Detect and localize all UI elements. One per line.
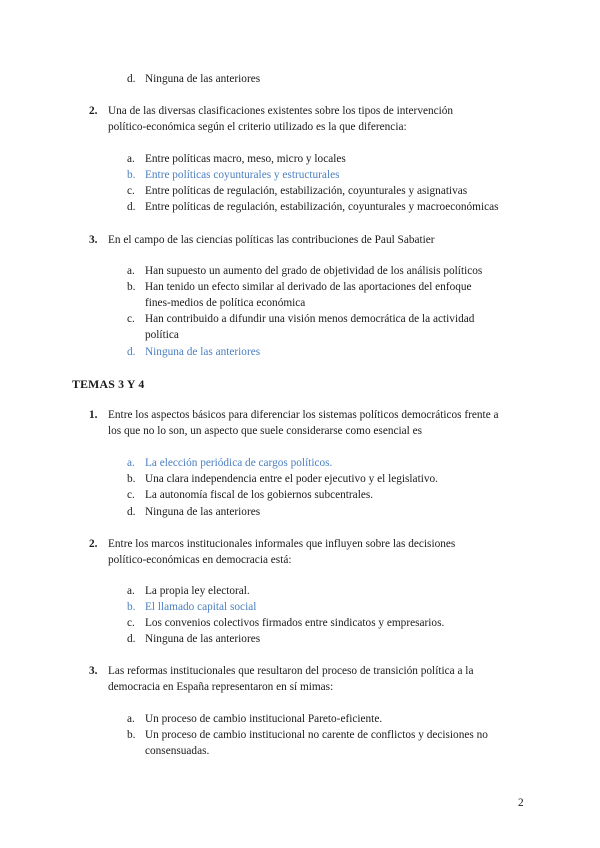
option-letter: b. [127,281,136,293]
question-number: 3. [89,234,98,246]
option-letter: b. [127,473,136,485]
option-text: Entre políticas de regulación, estabilización, coyunturales y macroeconómicas [145,201,499,213]
option-text: Han supuesto un aumento del grado de objetividad de los análisis políticos [145,265,483,277]
option-text-correct: La elección periódica de cargos políticos. [145,457,333,469]
question-number: 3. [89,665,98,677]
option-text: Han contribuido a difundir una visión menos democrática de la actividad [145,313,475,325]
option-letter: a. [127,585,135,597]
option-letter: c. [127,489,135,501]
option-text-correct: Ninguna de las anteriores [145,346,261,358]
option-text: consensuadas. [145,745,210,757]
question-stem-line: Las reformas institucionales que resultaron del proceso de transición política a la [108,665,474,677]
question-stem-line: político-económica según el criterio utilizado es la que diferencia: [108,121,407,133]
page-number: 2 [518,797,524,809]
option-letter: a. [127,153,135,165]
option-text: Un proceso de cambio institucional no carente de conflictos y decisiones no [145,729,488,741]
question-stem-line: los que no lo son, un aspecto que suele considerarse como esencial es [108,425,423,437]
question-stem-line: Entre los aspectos básicos para diferenciar los sistemas políticos democráticos frente a [108,409,499,421]
option-letter: d. [127,633,136,645]
option-text: Entre políticas de regulación, estabilización, coyunturales y asignativas [145,185,468,197]
option-letter-correct: b. [127,601,136,613]
option-text-correct: Entre políticas coyunturales y estructurales [145,169,340,181]
question-stem-line: En el campo de las ciencias políticas las contribuciones de Paul Sabatier [108,234,435,246]
option-text: Entre políticas macro, meso, micro y locales [145,153,346,165]
option-letter: d. [127,201,136,213]
option-text-correct: El llamado capital social [145,601,257,613]
option-text: política [145,329,179,341]
question-stem-line: político-económicas en democracia está: [108,554,292,566]
option-letter: a. [127,713,135,725]
question-number: 1. [89,409,98,421]
option-text: La propia ley electoral. [145,585,250,597]
option-letter: b. [127,729,136,741]
question-number: 2. [89,105,98,117]
option-text: Una clara independencia entre el poder ejecutivo y el legislativo. [145,473,438,485]
option-letter: d. [127,506,136,518]
question-stem-line: democracia en España representaron en sí mimas: [108,681,334,693]
option-text: La autonomía fiscal de los gobiernos subcentrales. [145,489,374,501]
option-text: Ninguna de las anteriores [145,73,261,85]
option-letter-correct: d. [127,346,136,358]
question-stem-line: Una de las diversas clasificaciones existentes sobre los tipos de intervención [108,105,454,117]
option-letter: c. [127,313,135,325]
option-text: Los convenios colectivos firmados entre sindicatos y empresarios. [145,617,445,629]
option-letter-correct: a. [127,457,135,469]
option-text: Un proceso de cambio institucional Pareto-eficiente. [145,713,383,725]
option-letter-correct: b. [127,169,136,181]
section-heading: TEMAS 3 Y 4 [72,377,145,391]
option-text: fines-medios de política económica [145,297,306,309]
option-letter: c. [127,185,135,197]
option-text: Ninguna de las anteriores [145,506,261,518]
option-letter: c. [127,617,135,629]
question-stem-line: Entre los marcos institucionales informales que influyen sobre las decisiones [108,538,456,550]
question-number: 2. [89,538,98,550]
option-text: Ninguna de las anteriores [145,633,261,645]
option-letter: a. [127,265,135,277]
option-text: Han tenido un efecto similar al derivado de las aportaciones del enfoque [145,281,472,293]
option-letter: d. [127,73,136,85]
